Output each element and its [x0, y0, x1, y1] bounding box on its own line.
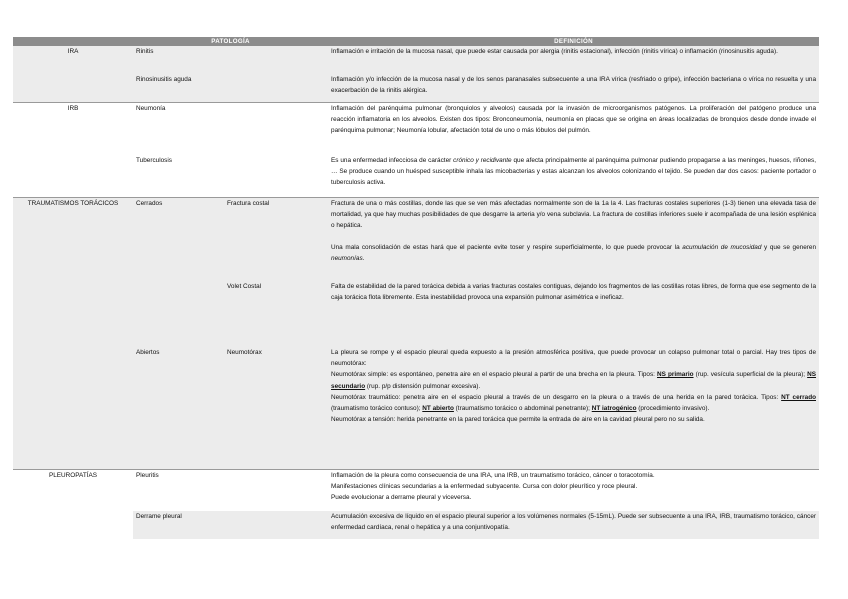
definition-neumotorax: La pleura se rompe y el espacio pleural queda expuesto a la presión atmosférica positiva, que puede provocar un colapso pulmonar total o parcial. Hay tres tipos de neumotórax: Neumotórax simple: es espontáneo, penetra aire en el espacio pleural a partir de una brecha en la pleura. Tipos: NS primario (rup. vesícula superficial de la pleura); NS secundario (rup. p/p distensión pulmonar excesiva). Neumotórax traumático: penetra aire en el espacio pleural a través de un desgarro en la pleura o a través de una herida en la pared torácica. Tipos: NT cerrado (traumatismo torácico contuso); NT abierto (traumatismo torácico o abdominal penetrante); NT iatrogénico (procedimiento invasivo). Neumotórax a tensión: herida penetrante en la pared torácica que permite la entrada de aire en la cavidad pleural pero no su salida.: [328, 347, 819, 469]
definition-tuberculosis: Es una enfermedad infecciosa de carácter crónico y recidivante que afecta principalmente al parénquima pulmonar pudiendo propagarse a las meninges, huesos, riñones, … Se produce cuando un huésped susceptible inhala las micobacterias y estas alcanzan los alveolos colonizando el tejido. Se pueden dar dos casos: paciente portador o tuberculosis activa.: [331, 157, 817, 187]
table-row: [13, 46, 819, 74]
table-row: [13, 74, 819, 102]
table-header: [13, 37, 819, 46]
category-ira: IRA: [13, 46, 133, 102]
pathology-rinosinusitis: Rinosinusitis aguda: [133, 74, 328, 102]
category-irb: IRB: [13, 102, 133, 197]
definition-neumonia: Inflamación del parénquima pulmonar (bronquiolos y alveolos) causada por la invasión de microorganismos patógenos. La proliferación del patógeno produce una reacción inflamatoria en los alveolos. Existen dos tipos: Bronconeumonía, neumonía en placas que se origina en áreas localizadas de bronquios desde donde invade el parénquima pulmonar; Neumonía lobular, afectación total de uno o más lóbulos del pulmón.: [328, 102, 819, 155]
pathology-rinitis: Rinitis: [133, 46, 328, 74]
table-row: [13, 511, 819, 539]
table-row: [13, 102, 819, 155]
pathology-tuberculosis: Tuberculosis: [136, 157, 172, 164]
definition-rinosinusitis: Inflamación y/o infección de la mucosa nasal y de los senos paranasales subsecuente a una IRA vírica (resfriado o gripe), infección bacteriana o vírica no resuelta y una exacerbación de la rinitis alérgica.: [328, 74, 819, 102]
pathology-fractura-costal: Fractura costal: [224, 197, 328, 281]
category-traumatismos: TRAUMATISMOS TORÁCICOS: [13, 197, 133, 469]
pathology-neumonia: Neumonía: [133, 102, 328, 155]
header-category: [13, 37, 133, 46]
table-row: [13, 155, 819, 197]
pathology-volet-costal: Volet Costal: [224, 281, 328, 347]
pathology-neumotorax: Neumotórax: [224, 347, 328, 469]
table-row: [13, 469, 819, 511]
pathology-pleuritis: Pleuritis: [133, 469, 328, 511]
definition-rinitis: Inflamación e irritación de la mucosa nasal, que puede estar causada por alergia (rinitis estacional), infección (rinitis vírica) o inflamación (rinosinusitis aguda).: [328, 46, 819, 74]
definition-fractura-costal: Fractura de una o más costillas, donde las que se ven más afectadas normalmente son de la 1a la 4. Las fracturas costales superiores (1-3) tienen una elevada tasa de mortalidad, ya que hay muchas posibilidades de que desgarre la arteria y/o vena subclavia. La fractura de costillas inferiores suele ir acompañada de una lesión esplénica o hepática. Una mala consolidación de estas hará que el paciente evite toser y respire superficialmente, lo que puede provocar la acumulación de mucosidad y que se generen neumonías.: [328, 197, 819, 281]
pathology-cerrados: Cerrados: [133, 197, 224, 347]
pathology-abiertos: Abiertos: [133, 347, 224, 469]
definition-derrame-pleural: Acumulación excesiva de líquido en el espacio pleural superior a los volúmenes normales (5-15mL). Puede ser subsecuente a una IRA, IRB, traumatismo torácico, cáncer enfermedad cardíaca, renal o hepática y a una conjuntivopatía.: [328, 511, 819, 539]
category-pleuropatias: PLEUROPATÍAS: [13, 469, 133, 539]
header-definicion: DEFINICIÓN: [328, 37, 819, 46]
definition-pleuritis: Inflamación de la pleura como consecuencia de una IRA, una IRB, un traumatismo torácico, cáncer o toracotomía. Manifestaciones clínicas secundarias a la enfermedad subyacente. Cursa con dolor pleurítico y roce pleural. Puede evolucionar a derrame pleural y viceversa.: [328, 469, 819, 511]
definition-volet-costal: Falta de estabilidad de la pared torácica debida a varias fracturas costales contiguas, dejando los fragmentos de las costillas rotas libres, de forma que ese segmento de la caja torácica flota libremente. Esta inestabilidad provoca una expansión pulmonar asimétrica e ineficaz.: [328, 281, 819, 347]
header-patologia: PATOLOGÍA: [133, 37, 328, 46]
pathology-table: [13, 37, 819, 539]
pathology-derrame-pleural: Derrame pleural: [133, 511, 328, 539]
table-row: [13, 347, 819, 469]
table-row: [13, 197, 819, 281]
